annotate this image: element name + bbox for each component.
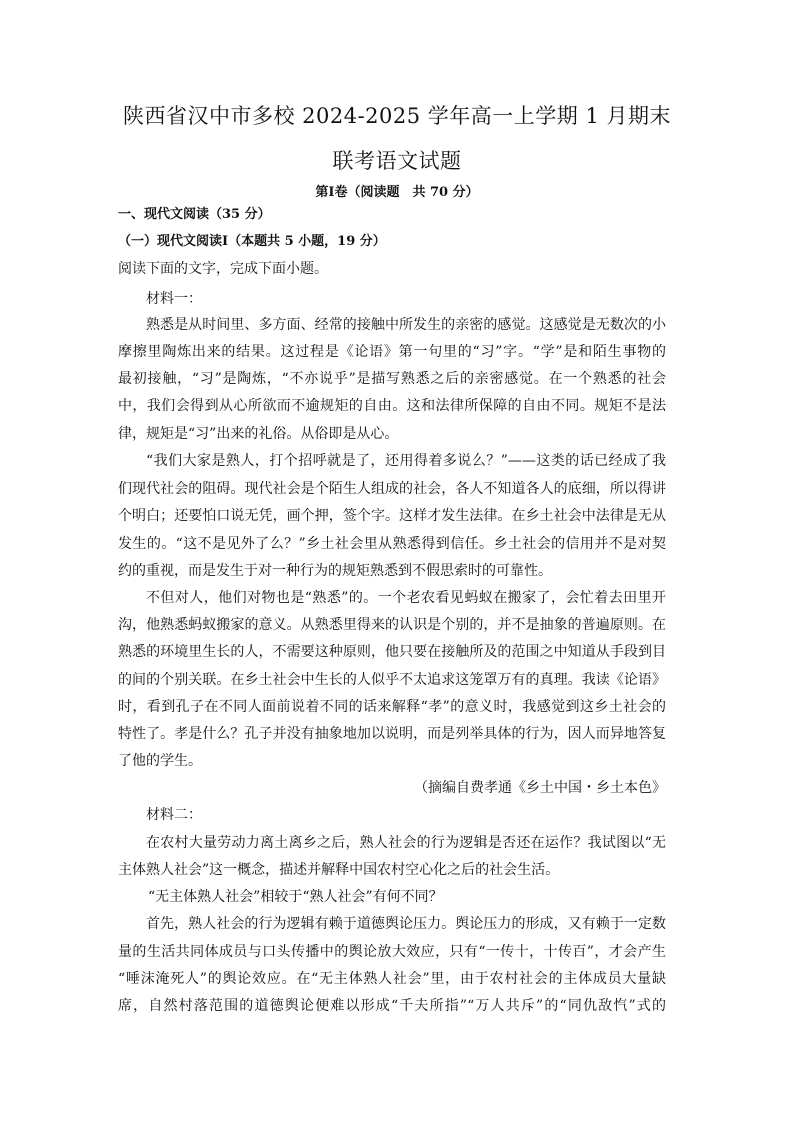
citation: （摘编自费孝通《乡土中国・乡土本色》 [414, 780, 666, 796]
section-title: 第Ⅰ卷（阅读题 共 70 分） [315, 185, 479, 200]
instruction-text: 阅读下面的文字，完成下面小题。 [118, 261, 328, 277]
text-line: 席，自然村落范围的道德舆论便难以形成“千夫所指”“万人共斥”的“同仇敌忾”式的 [118, 998, 666, 1014]
text-line: 们现代社会的阻碍。现代社会是个陌生人组成的社会，各人不知道各人的底细，所以得讲 [118, 481, 666, 497]
text-line: 熟悉的环境里生长的人，不需要这种原则，他只要在接触所及的范围之中知道从手段到目 [118, 644, 666, 660]
text-line: “唾沫淹死人”的舆论效应。在“无主体熟人社会”里，由于农村社会的主体成员大量缺 [118, 971, 666, 987]
text-line: 发生的。“这不是见外了么？”乡土社会里从熟悉得到信任。乡土社会的信用并不是对契 [118, 536, 666, 552]
heading-reading-one: （一）现代文阅读Ⅰ（本题共 5 小题，19 分） [118, 234, 386, 249]
text-line: 首先，熟人社会的行为逻辑有赖于道德舆论压力。舆论压力的形成，又有赖于一定数 [146, 916, 666, 932]
text-line: 特性了。孝是什么？孔子并没有抽象地加以说明，而是列举具体的行为，因人而异地答复 [118, 726, 666, 742]
text-line: 最初接触，“习”是陶炼，“不亦说乎”是描写熟悉之后的亲密感觉。在一个熟悉的社会 [118, 371, 666, 387]
material-label-1: 材料一： [146, 291, 202, 307]
text-line: 约的重视，而是发生于对一种行为的规矩熟悉到不假思索时的可靠性。 [118, 563, 552, 579]
text-line: 的间的个别关联。在乡土社会中生长的人似乎不太追求这笼罩万有的真理。我读《论语》 [118, 672, 666, 688]
text-line: “我们大家是熟人，打个招呼就是了，还用得着多说么？”——这类的话已经成了我 [146, 453, 666, 469]
text-line: 个明白；还要怕口说无凭，画个押，签个字。这样才发生法律。在乡土社会中法律是无从 [118, 508, 666, 524]
text-line: 在农村大量劳动力离土离乡之后，熟人社会的行为逻辑是否还在运作？我试图以“无 [146, 835, 666, 851]
text-line: 律，规矩是“习”出来的礼俗。从俗即是从心。 [118, 426, 399, 442]
text-line: 摩擦里陶炼出来的结果。这过程是《论语》第一句里的“习”字。“学”是和陌生事物的 [118, 344, 666, 360]
text-line: 时，看到孔子在不同人面前说着不同的话来解释“孝”的意义时，我感觉到这乡土社会的 [118, 699, 666, 715]
text-line: 中，我们会得到从心所欲而不逾规矩的自由。这和法律所保障的自由不同。规矩不是法 [118, 398, 666, 414]
document-title-line1: 陕西省汉中市多校 2024-2025 学年高一上学期 1 月期末 [122, 104, 672, 128]
text-line: 沟，他熟悉蚂蚁搬家的意义。从熟悉里得来的认识是个别的，并不是抽象的普遍原则。在 [118, 617, 666, 633]
text-line: 主体熟人社会”这一概念，描述并解释中国农村空心化之后的社会生活。 [118, 862, 560, 878]
text-line: 了他的学生。 [118, 753, 202, 769]
text-line: 量的生活共同体成员与口头传播中的舆论放大效应，只有“一传十，十传百”，才会产生 [118, 944, 666, 960]
text-line: 熟悉是从时间里、多方面、经常的接触中所发生的亲密的感觉。这感觉是无数次的小 [146, 317, 666, 333]
heading-part-one: 一、现代文阅读（35 分） [118, 207, 271, 222]
text-line: 不但对人，他们对物也是“熟悉”的。一个老农看见蚂蚁在搬家了，会忙着去田里开 [146, 590, 666, 606]
material-label-2: 材料二： [146, 807, 202, 823]
document-title-line2: 联考语文试题 [332, 149, 462, 173]
text-line: “无主体熟人社会”相较于“熟人社会”有何不同？ [148, 889, 443, 905]
